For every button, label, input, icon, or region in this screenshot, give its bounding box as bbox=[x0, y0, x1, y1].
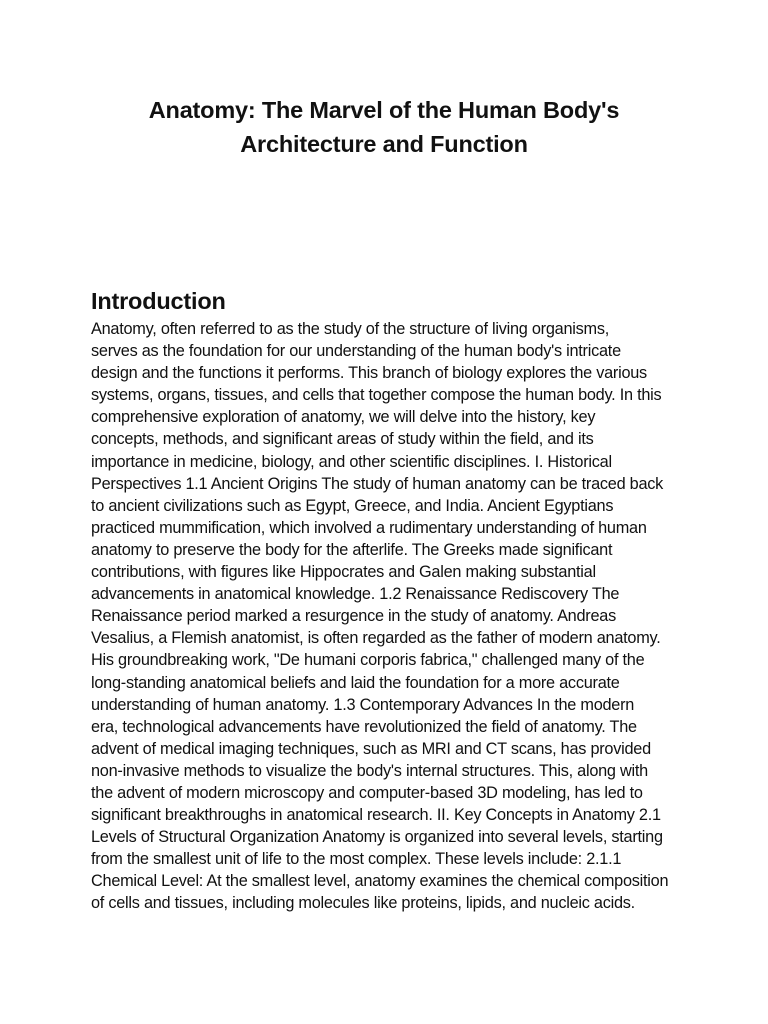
title-line: Architecture and Function bbox=[240, 131, 528, 157]
text-line: importance in medicine, biology, and other scientific disciplines. I. Historical bbox=[91, 452, 612, 471]
text-line: Chemical Level: At the smallest level, anatomy examines the chemical composition bbox=[91, 872, 669, 891]
text-line: practiced mummification, which involved a rudimentary understanding of human bbox=[91, 518, 647, 537]
text-line: Levels of Structural Organization Anatomy is organized into several levels, starting bbox=[91, 828, 663, 847]
text-line: design and the functions it performs. This branch of biology explores the various bbox=[91, 364, 647, 383]
text-line: Anatomy, often referred to as the study of the structure of living organisms, bbox=[91, 320, 609, 338]
body-paragraph bbox=[91, 318, 691, 915]
text-line: long-standing anatomical beliefs and laid the foundation for a more accurate bbox=[91, 673, 620, 692]
document-title bbox=[0, 93, 768, 161]
text-line: systems, organs, tissues, and cells that together compose the human body. In this bbox=[91, 386, 662, 405]
text-line: advancements in anatomical knowledge. 1.2 Renaissance Rediscovery The bbox=[91, 585, 620, 604]
text-line: comprehensive exploration of anatomy, we will delve into the history, key bbox=[91, 408, 596, 427]
text-line: advent of medical imaging techniques, such as MRI and CT scans, has provided bbox=[91, 739, 651, 758]
text-line: Perspectives 1.1 Ancient Origins The study of human anatomy can be traced back bbox=[91, 474, 664, 493]
text-line: His groundbreaking work, "De humani corporis fabrica," challenged many of the bbox=[91, 651, 645, 670]
text-line: era, technological advancements have revolutionized the field of anatomy. The bbox=[91, 717, 637, 736]
section-heading: Introduction bbox=[91, 288, 226, 314]
text-line: contributions, with figures like Hippocrates and Galen making substantial bbox=[91, 563, 596, 582]
text-line: of cells and tissues, including molecules like proteins, lipids, and nucleic acids. bbox=[91, 894, 635, 913]
text-line: significant breakthroughs in anatomical research. II. Key Concepts in Anatomy 2.1 bbox=[91, 806, 661, 825]
text-line: understanding of human anatomy. 1.3 Contemporary Advances In the modern bbox=[91, 695, 635, 714]
title-line: Anatomy: The Marvel of the Human Body's bbox=[148, 97, 620, 123]
text-line: concepts, methods, and significant areas of study within the field, and its bbox=[91, 430, 594, 449]
text-line: to ancient civilizations such as Egypt, Greece, and India. Ancient Egyptians bbox=[91, 496, 614, 515]
text-line: non-invasive methods to visualize the body's internal structures. This, along with bbox=[91, 761, 648, 780]
text-line: anatomy to preserve the body for the afterlife. The Greeks made significant bbox=[91, 540, 613, 559]
text-line: Renaissance period marked a resurgence in the study of anatomy. Andreas bbox=[91, 607, 616, 626]
text-line: the advent of modern microscopy and computer-based 3D modeling, has led to bbox=[91, 783, 643, 802]
text-line: from the smallest unit of life to the most complex. These levels include: 2.1.1 bbox=[91, 850, 622, 869]
text-line: Vesalius, a Flemish anatomist, is often regarded as the father of modern anatomy. bbox=[91, 629, 661, 648]
text-line: serves as the foundation for our understanding of the human body's intricate bbox=[91, 342, 621, 361]
